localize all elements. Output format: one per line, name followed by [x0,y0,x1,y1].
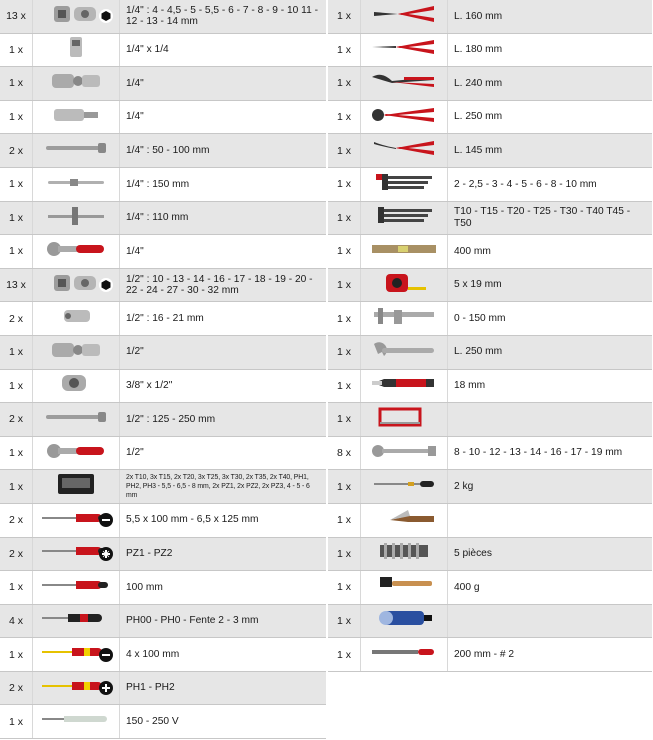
description-cell: 400 g [448,571,652,604]
table-row [328,571,652,605]
description-cell: 2 kg [448,470,652,503]
quantity-cell: 1 x [328,101,361,134]
table-row [328,403,652,437]
description-cell: 1/2" : 125 - 250 mm [120,403,326,436]
description-cell: 1/2" : 16 - 21 mm [120,302,326,335]
table-row [0,67,326,101]
tool-image-cell [361,336,448,369]
tool-image-cell [33,672,120,705]
end-cutting-pliers-icon [368,103,440,132]
description-cell: 18 mm [448,370,652,403]
quantity-cell: 1 x [328,134,361,167]
quantity-cell: 1 x [328,302,361,335]
description-cell: 1/4" x 1/4 [120,34,326,67]
table-row [0,638,326,672]
description-cell: 1/4" : 150 mm [120,168,326,201]
description-cell: 0 - 150 mm [448,302,652,335]
table-row [0,101,326,135]
table-row [328,538,652,572]
tape-measure-icon [368,271,440,300]
precision-screwdriver-icon [40,606,112,635]
universal-joint-icon [40,69,112,98]
description-cell [448,504,652,537]
quantity-cell: 1 x [328,403,361,436]
electrician-knife-icon [368,506,440,535]
tool-image-cell [361,571,448,604]
table-row [0,235,326,269]
quantity-cell: 13 x [0,0,33,33]
quantity-cell: 1 x [328,34,361,67]
description-cell: 2 - 2,5 - 3 - 4 - 5 - 6 - 8 - 10 mm [448,168,652,201]
table-row [328,370,652,404]
tool-image-cell [361,202,448,235]
tool-image-cell [33,0,120,33]
utility-knife-icon [368,371,440,400]
right-tool-list [328,0,652,672]
quantity-cell: 1 x [0,168,33,201]
quantity-cell: 1 x [328,0,361,33]
table-row [328,134,652,168]
quantity-cell: 1 x [328,504,361,537]
hacksaw-icon [368,405,440,434]
description-cell: 8 - 10 - 12 - 13 - 14 - 16 - 17 - 19 mm [448,437,652,470]
table-row [0,504,326,538]
table-row [328,269,652,303]
table-row [0,269,326,303]
flashlight-icon [368,606,440,635]
description-cell: L. 250 mm [448,336,652,369]
magnetic-pickup-icon [368,472,440,501]
tool-image-cell [361,269,448,302]
quantity-cell: 1 x [328,638,361,671]
quantity-cell: 1 x [328,370,361,403]
table-row [0,538,326,572]
table-row [328,336,652,370]
voltage-tester-icon [40,707,112,736]
tool-image-cell [33,302,120,335]
tool-image-cell [361,370,448,403]
table-row [328,0,652,34]
bit-box-icon [40,472,112,501]
description-cell: 1/4" : 50 - 100 mm [120,134,326,167]
slot-symbol-icon [99,513,113,527]
tool-image-cell [33,470,120,503]
table-row [0,134,326,168]
quantity-cell: 1 x [328,605,361,638]
quantity-cell: 1 x [328,235,361,268]
tool-image-cell [361,403,448,436]
description-cell: 150 - 250 V [120,705,326,738]
description-cell: 1/4" : 110 mm [120,202,326,235]
quantity-cell: 1 x [328,470,361,503]
adjustable-wrench-icon [368,338,440,367]
slot-symbol-icon [99,648,113,662]
description-cell: 2x T10, 3x T15, 2x T20, 3x T25, 3x T30, 2x T35, 2x T40, PH1, PH2, PH3 - 5,5 - 6,5 - 8 mm, 2x PZ1, 2x PZ2, 2x PZ3, 4 - 5 - 6 mm [120,470,326,503]
tool-image-cell [33,336,120,369]
tool-image-cell [33,571,120,604]
tool-image-cell [33,437,120,470]
tool-image-cell [33,705,120,738]
table-row [0,705,326,739]
table-row [0,302,326,336]
tool-image-cell [33,504,120,537]
tool-image-cell [33,403,120,436]
tool-image-cell [361,470,448,503]
description-cell: 200 mm - # 2 [448,638,652,671]
description-cell: 1/2" : 10 - 13 - 14 - 16 - 17 - 18 - 19 - 20 - 22 - 24 - 27 - 30 - 32 mm [120,269,326,302]
description-cell: L. 250 mm [448,101,652,134]
tool-image-cell [33,168,120,201]
hex-symbol-icon [99,9,113,23]
tool-image-cell [361,0,448,33]
description-cell: 5,5 x 100 mm - 6,5 x 125 mm [120,504,326,537]
tool-image-cell [33,34,120,67]
quantity-cell: 1 x [0,67,33,100]
screwdriver-icon [40,573,112,602]
file-icon [368,640,440,669]
quantity-cell: 1 x [0,571,33,604]
description-cell: L. 145 mm [448,134,652,167]
tool-image-cell [361,34,448,67]
table-row [328,504,652,538]
quantity-cell: 1 x [328,168,361,201]
left-tool-list [0,0,326,739]
table-row [0,370,326,404]
table-row [328,235,652,269]
description-cell: 1/2" [120,437,326,470]
table-row [328,202,652,236]
description-cell: 400 mm [448,235,652,268]
deep-socket-icon [40,304,112,333]
tool-image-cell [33,638,120,671]
quantity-cell: 1 x [328,202,361,235]
description-cell: 4 x 100 mm [120,638,326,671]
quantity-cell: 1 x [0,470,33,503]
quantity-cell: 1 x [328,571,361,604]
quantity-cell: 1 x [0,638,33,671]
table-row [328,101,652,135]
description-cell: L. 160 mm [448,0,652,33]
combination-pliers-icon [368,2,440,31]
quantity-cell: 2 x [0,302,33,335]
quantity-cell: 2 x [0,504,33,537]
tool-image-cell [361,437,448,470]
table-row [328,168,652,202]
quantity-cell: 1 x [0,370,33,403]
description-cell: 1/4" [120,101,326,134]
table-row [0,336,326,370]
spirit-level-icon [368,237,440,266]
table-row [328,437,652,471]
hex-symbol-icon [99,278,113,292]
combination-wrench-icon [368,439,440,468]
description-cell: 100 mm [120,571,326,604]
quantity-cell: 2 x [0,134,33,167]
table-row [0,437,326,471]
tool-image-cell [33,134,120,167]
quantity-cell: 2 x [0,538,33,571]
tool-image-cell [33,269,120,302]
tool-image-cell [361,538,448,571]
table-row [0,202,326,236]
description-cell: 5 pièces [448,538,652,571]
quantity-cell: 2 x [0,672,33,705]
quantity-cell: 1 x [328,67,361,100]
tool-image-cell [361,67,448,100]
tool-image-cell [361,134,448,167]
tool-image-cell [361,168,448,201]
description-cell: 1/4" : 4 - 4,5 - 5 - 5,5 - 6 - 7 - 8 - 9 - 10 11 - 12 - 13 - 14 mm [120,0,326,33]
universal-joint-icon [40,338,112,367]
hammer-icon [368,573,440,602]
table-row [328,67,652,101]
table-row [0,34,326,68]
ratchet-icon [40,237,112,266]
punch-set-icon [368,539,440,568]
description-cell: PZ1 - PZ2 [120,538,326,571]
tool-image-cell [33,605,120,638]
quantity-cell: 1 x [328,269,361,302]
table-row [328,638,652,672]
description-cell: T10 - T15 - T20 - T25 - T30 - T40 T45 - T50 [448,202,652,235]
phillips-symbol-icon [99,681,113,695]
description-cell [448,605,652,638]
tool-image-cell [33,202,120,235]
tool-image-cell [33,67,120,100]
tool-image-cell [361,101,448,134]
quantity-cell: 1 x [0,437,33,470]
tool-image-cell [361,235,448,268]
tool-image-cell [361,504,448,537]
quantity-cell: 1 x [328,538,361,571]
long-nose-pliers-icon [368,35,440,64]
quantity-cell: 13 x [0,269,33,302]
caliper-icon [368,304,440,333]
extension-bar-icon [40,405,112,434]
quantity-cell: 8 x [328,437,361,470]
table-row [328,605,652,639]
tool-image-cell [361,605,448,638]
table-row [0,605,326,639]
tool-image-cell [361,638,448,671]
table-row [328,302,652,336]
pozidriv-symbol-icon [99,547,113,561]
tool-image-cell [33,370,120,403]
description-cell: 1/4" [120,235,326,268]
description-cell: 3/8" x 1/2" [120,370,326,403]
description-cell: 5 x 19 mm [448,269,652,302]
sliding-bar-icon [40,170,112,199]
quantity-cell: 1 x [0,34,33,67]
description-cell: PH00 - PH0 - Fente 2 - 3 mm [120,605,326,638]
extension-bar-icon [40,136,112,165]
hex-key-set-icon [368,170,440,199]
tool-image-cell [33,235,120,268]
quantity-cell: 1 x [0,336,33,369]
quantity-cell: 2 x [0,403,33,436]
quantity-cell: 1 x [0,235,33,268]
adapter-icon [40,35,112,64]
torx-key-set-icon [368,203,440,232]
table-row [0,168,326,202]
quantity-cell: 1 x [0,101,33,134]
ratchet-icon [40,439,112,468]
description-cell: L. 180 mm [448,34,652,67]
quantity-cell: 4 x [0,605,33,638]
t-handle-icon [40,203,112,232]
description-cell: PH1 - PH2 [120,672,326,705]
table-row [0,0,326,34]
description-cell [448,403,652,436]
quantity-cell: 1 x [328,336,361,369]
table-row [0,672,326,706]
tool-image-cell [33,538,120,571]
table-row [328,34,652,68]
bent-nose-pliers-icon [368,136,440,165]
tool-image-cell [361,302,448,335]
description-cell: 1/4" [120,67,326,100]
description-cell: L. 240 mm [448,67,652,100]
quantity-cell: 1 x [0,202,33,235]
bit-adapter-icon [40,103,112,132]
table-row [0,403,326,437]
water-pump-pliers-icon [368,69,440,98]
table-row [328,470,652,504]
table-row [0,470,326,504]
table-row [0,571,326,605]
description-cell: 1/2" [120,336,326,369]
reducer-icon [40,371,112,400]
quantity-cell: 1 x [0,705,33,738]
tool-image-cell [33,101,120,134]
